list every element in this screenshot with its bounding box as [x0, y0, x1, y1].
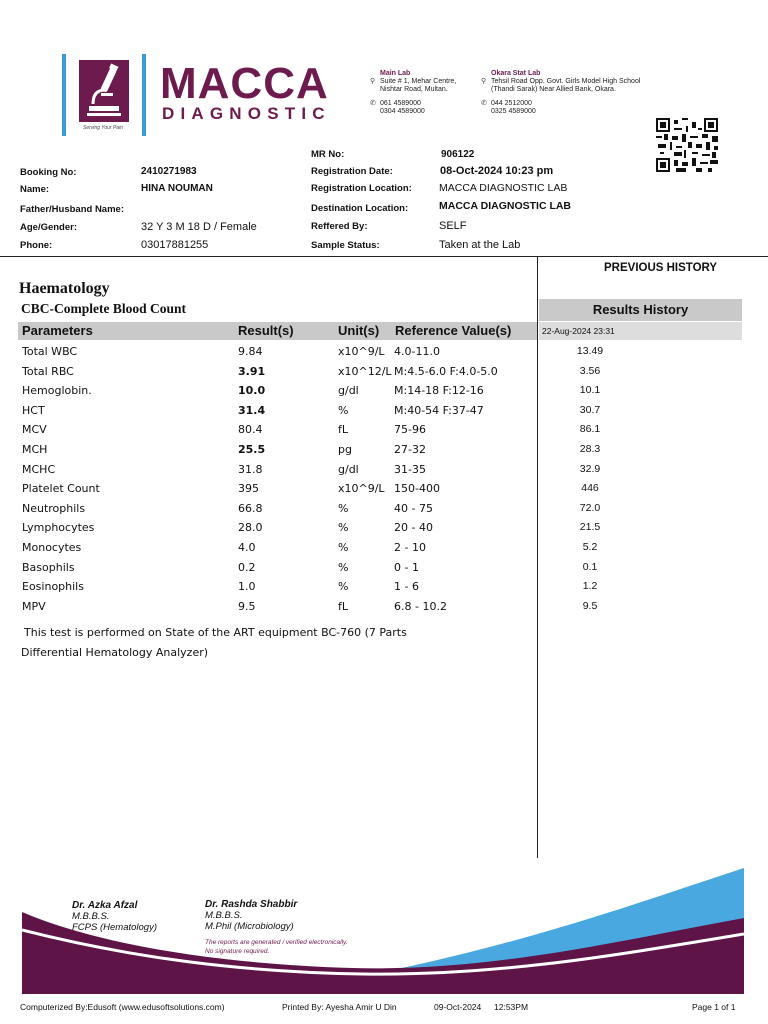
parameter-cell: HCT: [22, 403, 45, 417]
result-cell: 4.0: [238, 541, 256, 554]
reference-cell: M:40-54 F:37-47: [394, 403, 484, 417]
history-value-cell: 5.2: [582, 541, 598, 553]
location-pin-icon: ⚲: [481, 78, 487, 85]
result-cell: 66.8: [238, 501, 263, 515]
booking-label: Booking No:: [20, 167, 77, 178]
history-date: 22-Aug-2024 23:31: [539, 322, 742, 340]
history-value-cell: 9.5: [582, 599, 598, 612]
results-table-header: [18, 322, 537, 340]
destination-location-value: MACCA DIAGNOSTIC LAB: [439, 200, 572, 212]
printed-time: 12:53PM: [494, 1002, 529, 1012]
history-value-cell: 0.1: [582, 560, 598, 573]
logo-left-bar: [62, 54, 66, 136]
unit-cell: g/dl: [338, 384, 359, 398]
table-row: [0, 538, 768, 557]
table-row: [0, 440, 768, 459]
phone-label: Phone:: [20, 240, 53, 251]
parameter-cell: Basophils: [22, 560, 75, 574]
unit-cell: g/dl: [338, 462, 359, 476]
result-cell: 25.5: [238, 443, 266, 456]
unit-cell: x10^9/L: [338, 345, 385, 358]
age-gender-value: 32 Y 3 M 18 D / Female: [141, 221, 257, 233]
table-row: [0, 499, 768, 518]
history-value-cell: 86.1: [579, 423, 601, 436]
registration-location-label: Registration Location:: [311, 183, 412, 194]
result-cell: 10.0: [238, 384, 266, 398]
doctor-2-degree: M.B.B.S.: [205, 910, 243, 921]
table-row: [0, 518, 768, 537]
name-value: HINA NOUMAN: [141, 183, 213, 194]
unit-cell: pg: [338, 443, 352, 456]
unit-cell: fL: [338, 599, 349, 613]
parameter-cell: Neutrophils: [22, 501, 86, 515]
parameter-cell: Monocytes: [22, 541, 82, 554]
parameter-cell: Eosinophils: [22, 580, 84, 594]
main-lab-address: [370, 70, 456, 116]
reference-cell: 6.8 - 10.2: [394, 599, 447, 613]
result-cell: 0.2: [238, 560, 256, 574]
result-cell: 28.0: [238, 521, 263, 535]
phone-icon: ✆: [370, 100, 376, 107]
doctor-2-degree: M.Phil (Microbiology): [205, 921, 294, 932]
disclaimer-line: No signature required.: [205, 948, 270, 955]
unit-cell: %: [338, 521, 349, 535]
history-value-cell: 10.1: [579, 384, 601, 397]
reference-cell: 150-400: [394, 482, 440, 496]
result-cell: 395: [238, 482, 259, 496]
note-line: Differential Hematology Analyzer): [21, 646, 209, 659]
reference-cell: 1 - 6: [394, 580, 419, 594]
main-lab-phone: 061 4589000: [380, 100, 421, 107]
okara-lab-address-line: Tehsil Road Opp. Govt. Girls Model High School: [491, 78, 641, 85]
unit-cell: %: [338, 560, 349, 574]
page-number: Page 1 of 1: [692, 1002, 736, 1012]
parameter-cell: MCV: [22, 423, 47, 437]
doctor-1-name: Dr. Azka Afzal: [72, 900, 138, 911]
parameter-cell: Total WBC: [22, 345, 78, 358]
signature-doctor-2: [205, 899, 297, 932]
reference-cell: 27-32: [394, 443, 426, 456]
parameter-cell: MCH: [22, 443, 48, 456]
logo-right-bar: [142, 54, 146, 136]
main-lab-address-line: Suite # 1, Mehar Centre,: [380, 78, 457, 85]
result-cell: 80.4: [238, 423, 263, 437]
age-gender-label: Age/Gender:: [20, 222, 78, 233]
printed-by: Printed By: Ayesha Amir U Din: [282, 1002, 397, 1012]
parameter-cell: Total RBC: [22, 364, 74, 378]
unit-cell: %: [338, 501, 349, 515]
table-row: [0, 381, 768, 400]
registration-date-value: 08-Oct-2024 10:23 pm: [440, 165, 554, 177]
phone-value: 03017881255: [141, 239, 209, 251]
reference-cell: 4.0-11.0: [394, 345, 440, 358]
reference-cell: 40 - 75: [394, 501, 433, 515]
reference-cell: M:14-18 F:12-16: [394, 384, 484, 398]
section-title: Haematology: [19, 280, 110, 297]
result-cell: 1.0: [238, 580, 256, 594]
doctor-1-degree: M.B.B.S.: [72, 911, 110, 922]
previous-history-heading: PREVIOUS HISTORY: [604, 262, 718, 274]
result-cell: 9.84: [238, 345, 263, 358]
parameter-cell: Lymphocytes: [22, 521, 95, 535]
okara-lab-phone: 0325 4589000: [491, 108, 536, 115]
reference-cell: M:4.5-6.0 F:4.0-5.0: [394, 364, 498, 378]
result-cell: 3.91: [238, 364, 266, 378]
result-cell: 31.8: [238, 462, 263, 476]
signature-doctor-1: [72, 900, 157, 933]
table-row: [0, 420, 768, 439]
mr-value: 906122: [441, 149, 475, 160]
doctor-2-name: Dr. Rashda Shabbir: [205, 899, 298, 910]
report-top-divider: [0, 256, 768, 257]
reference-cell: 2 - 10: [394, 541, 426, 554]
reference-cell: 31-35: [394, 462, 426, 476]
main-lab-phone: 0304 4589000: [380, 108, 425, 115]
unit-cell: %: [338, 541, 349, 554]
microscope-logo-icon: [79, 60, 129, 122]
table-row: [0, 401, 768, 420]
col-units: Unit(s): [338, 323, 380, 338]
col-reference: Reference Value(s): [395, 323, 512, 338]
reference-cell: 20 - 40: [394, 521, 433, 535]
table-row: [0, 597, 768, 616]
parameter-cell: MCHC: [22, 462, 56, 476]
qr-code-icon: [656, 118, 718, 172]
history-value-cell: 28.3: [579, 443, 601, 455]
sample-status-label: Sample Status:: [311, 240, 380, 251]
col-results: Result(s): [238, 323, 294, 338]
referred-by-label: Reffered By:: [311, 221, 368, 232]
table-row: [0, 558, 768, 577]
location-pin-icon: ⚲: [370, 78, 376, 85]
history-value-cell: 72.0: [579, 501, 601, 514]
unit-cell: fL: [338, 423, 349, 437]
results-history-heading: Results History: [539, 299, 742, 321]
unit-cell: %: [338, 580, 349, 594]
table-row: [0, 577, 768, 596]
parameter-cell: Hemoglobin.: [22, 384, 92, 398]
table-row: [0, 479, 768, 498]
electronic-verification-note: [205, 938, 348, 956]
disclaimer-line: The reports are generated / verified electronically.: [205, 939, 348, 946]
test-title: CBC-Complete Blood Count: [21, 301, 187, 316]
name-label: Name:: [20, 184, 50, 195]
history-value-cell: 3.56: [579, 364, 601, 377]
destination-location-label: Destination Location:: [311, 203, 409, 214]
col-parameters: Parameters: [22, 323, 93, 338]
okara-lab-title: Okara Stat Lab: [491, 70, 541, 77]
result-cell: 9.5: [238, 599, 256, 613]
table-row: [0, 362, 768, 381]
computerized-by: Computerized By:Edusoft (www.edusoftsolutions.com): [20, 1002, 225, 1012]
parameter-cell: Platelet Count: [22, 482, 100, 496]
booking-value: 2410271983: [141, 166, 197, 177]
mr-label: MR No:: [311, 149, 345, 160]
unit-cell: x10^12/L: [338, 364, 392, 378]
logo-tagline: Serving Your Pain: [83, 125, 123, 131]
registration-date-label: Registration Date:: [311, 166, 393, 177]
father-husband-label: Father/Husband Name:: [20, 204, 124, 215]
main-lab-address-line: Nishtar Road, Multan.: [380, 86, 448, 93]
history-value-cell: 13.49: [576, 345, 604, 357]
history-value-cell: 446: [581, 482, 599, 495]
history-value-cell: 21.5: [579, 521, 601, 534]
registration-location-value: MACCA DIAGNOSTIC LAB: [439, 182, 568, 194]
phone-icon: ✆: [481, 100, 487, 107]
reference-cell: 75-96: [394, 423, 426, 437]
history-value-cell: 1.2: [582, 580, 598, 593]
note-line: This test is performed on State of the ART equipment BC-760 (7 Parts: [24, 626, 407, 639]
brand-name: MACCA: [160, 59, 329, 108]
reference-cell: 0 - 1: [394, 560, 419, 574]
result-cell: 31.4: [238, 403, 266, 417]
brand-subtitle: DIAGNOSTIC: [162, 104, 331, 123]
doctor-1-degree: FCPS (Hematology): [72, 922, 157, 933]
table-row: [0, 342, 768, 361]
history-value-cell: 32.9: [579, 462, 601, 475]
printed-date: 09-Oct-2024: [434, 1002, 482, 1012]
unit-cell: %: [338, 403, 349, 417]
history-value-cell: 30.7: [579, 403, 601, 416]
parameter-cell: MPV: [22, 599, 46, 613]
sample-status-value: Taken at the Lab: [439, 239, 521, 251]
referred-by-value: SELF: [439, 220, 467, 232]
okara-lab-address-line: (Thandi Sarak) Near Allied Bank, Okara.: [491, 86, 616, 93]
main-lab-title: Main Lab: [380, 70, 411, 77]
okara-lab-address: [481, 70, 640, 116]
unit-cell: x10^9/L: [338, 482, 385, 496]
okara-lab-phone: 044 2512000: [491, 100, 532, 107]
table-row: [0, 460, 768, 479]
equipment-note: [22, 623, 442, 663]
